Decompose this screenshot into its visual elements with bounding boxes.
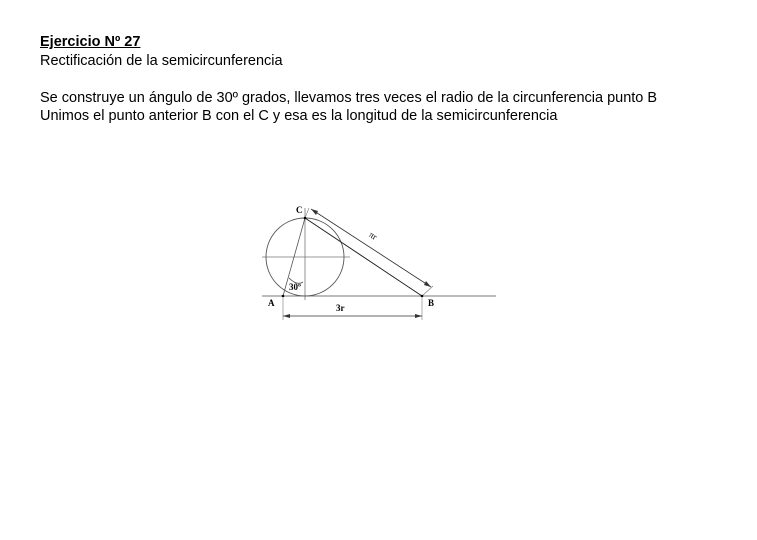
extension-line-c (305, 208, 309, 218)
exercise-title: Ejercicio Nº 27 (40, 34, 141, 50)
label-a: A (268, 298, 275, 308)
point-b-marker (421, 295, 424, 298)
point-a-marker (282, 295, 285, 298)
extension-line-b (422, 286, 433, 296)
label-3r: 3r (336, 303, 345, 313)
exercise-subtitle: Rectificación de la semicircunferencia (40, 52, 283, 69)
instruction-line-1: Se construye un ángulo de 30º grados, llevamos tres veces el radio de la circunferencia punto B (40, 89, 658, 106)
label-pi-r: πr (367, 229, 380, 242)
point-c-marker (304, 217, 307, 220)
pi-r-arrow-start (311, 209, 318, 215)
pi-r-dimension-line (311, 209, 431, 287)
label-c: C (296, 205, 303, 215)
instruction-line-2: Unimos el punto anterior B con el C y esa es la longitud de la semicircunferencia (40, 108, 558, 124)
label-angle: 30º (289, 282, 301, 292)
label-b: B (428, 298, 435, 308)
pi-r-arrow-end (424, 281, 431, 287)
three-r-arrow-end (415, 314, 422, 318)
three-r-arrow-start (283, 314, 290, 318)
